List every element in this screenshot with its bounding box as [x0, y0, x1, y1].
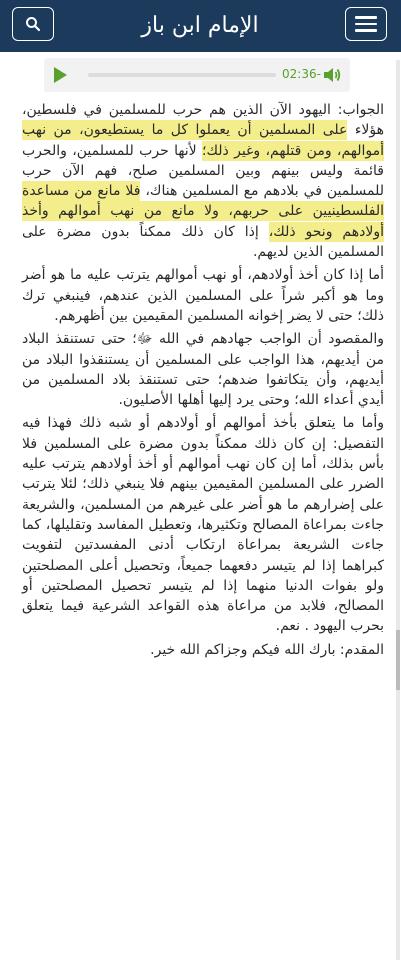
presenter-closing: المقدم: بارك الله فيكم وجزاكم الله خير. [150, 641, 384, 658]
search-icon [25, 16, 41, 32]
answer-text-1: الجواب: اليهود الآن الذين هم حرب للمسلمين في فلسطين، هؤلاء [22, 102, 385, 139]
answer-paragraph [22, 100, 384, 262]
scrollbar-thumb[interactable] [396, 630, 400, 690]
volume-icon[interactable] [322, 66, 342, 84]
audio-player [44, 58, 350, 92]
top-nav-bar [0, 0, 401, 52]
highlight-2: فلا مانع من مساعدة الفلسطينيين على حربهم، ولا مانع من نهب أموالهم وأخذ أولادهم ونحو ذلك، [22, 183, 384, 240]
scrollbar-track[interactable] [396, 60, 400, 960]
search-button[interactable] [12, 7, 54, 41]
fatwa-article [22, 100, 384, 663]
audio-time: 02:36- [282, 67, 321, 81]
hamburger-menu-icon [355, 12, 377, 36]
highlight-1: على المسلمين أن يعملوا كل ما يستطيعون، من نهب أموالهم، ومن قتلهم، وغير ذلك؛ [22, 122, 384, 159]
site-logo[interactable]: الإمام ابن باز [141, 13, 259, 38]
paragraph-2: أما إذا كان أخذ أولادهم، أو نهب أموالهم يترتب عليه ما هو أضر وما هو أكبر شراً على المسلمين الذين عندهم، فينبغي ترك ذلك؛ حتى لا يضر إخوانه المسلمين المقيمين بين أظهرهم. [22, 267, 384, 324]
paragraph-4: وأما ما يتعلق بأخذ أموالهم أو أولادهم أو شبه ذلك فهذا فيه التفصيل: إن كان ذلك ممكناً بدون مضرة على المسلمين فلا بأس بذلك، أما إن كان نهب أموالهم أو أخذ أولادهم يترتب عليه الضرر على المسلمين المقيمين بينهم فلا ينبغي ذلك؛ لئلا يترتب على إضرارهم ما هو أضر على غيرهم من المسلمين، والشريعة جاءت بمراعاة المصالح وتكثيرها، وتعطيل المفاسد وتقليلها، كما جاءت الشريعة بمراعاة ارتكاب أدنى المفسدتين لتفويت كبراهما إذا لم يتيسر دفعهما جميعاً، وتحصيل أعلى المصلحتين ولو بفوات الدنيا منهما إذا لم يتيسر تحصيل المصلحتين أو المصالح، فلابد من مراعاة هذه القواعد الشرعية فيما يتعلق بحرب اليهود . نعم. [22, 415, 384, 635]
audio-progress-track[interactable] [88, 73, 276, 77]
answer-text-3: إذا كان ذلك ممكناً بدون مضرة على المسلمين الذين لديهم. [22, 223, 384, 261]
paragraph-3: والمقصود أن الواجب جهادهم في الله ﷻ؛ حتى تستنقذ البلاد من أيديهم، هذا الواجب على المسلمين أن يستنقذوا البلاد من أيديهم، وأن يتكاتفوا ضدهم؛ حتى تستنقذ بلاد المسلمين من أيدي أعداء الله؛ وحتى يرد إليها أهلها الأصليون. [22, 331, 384, 409]
play-icon[interactable] [54, 67, 67, 83]
answer-text-2: لأنها حرب للمسلمين، والحرب قائمة وليس بينهم وبين المسلمين صلح، فهم الآن حرب للمسلمين في بلادهم مع المسلمين هناك، [22, 142, 384, 200]
menu-button[interactable] [345, 7, 387, 41]
